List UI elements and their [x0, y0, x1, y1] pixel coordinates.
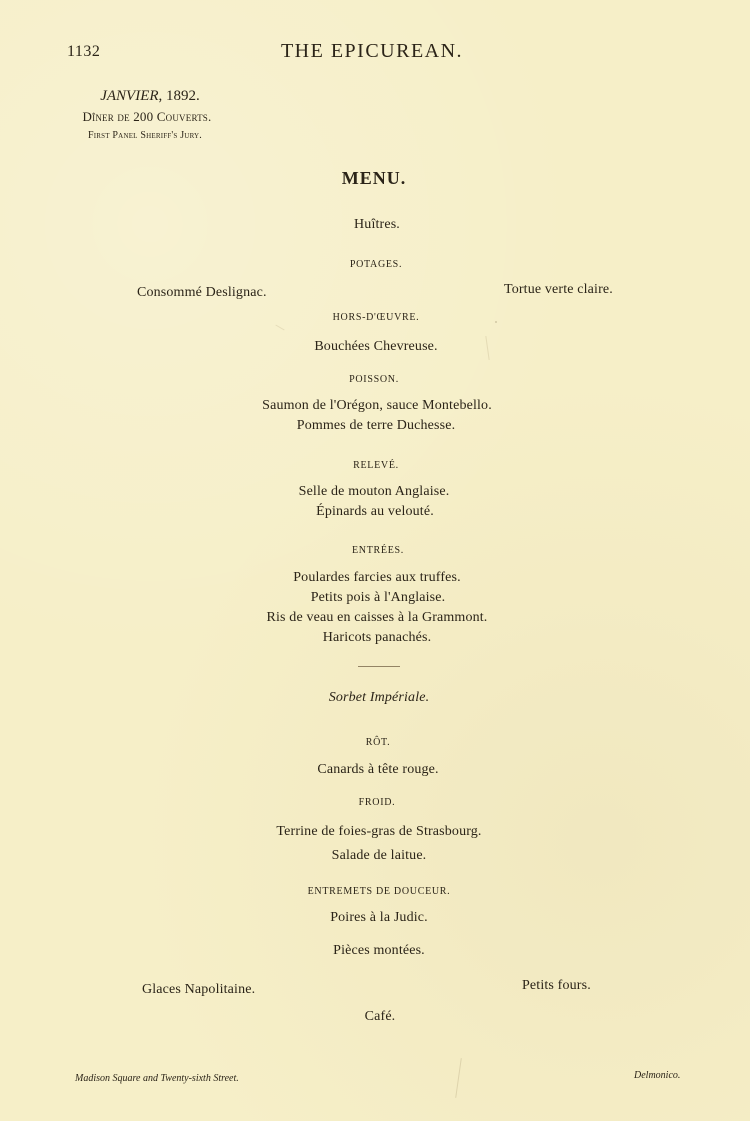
menu-divider — [358, 666, 400, 667]
event-subtitle: Dîner de 200 Couverts. — [82, 109, 212, 124]
section-hors-d-oeuvre: HORS-D'ŒUVRE. — [332, 312, 420, 323]
section-releve: RELEVÉ. — [353, 460, 399, 471]
dish-salade: Salade de laitue. — [331, 848, 427, 863]
dish-glaces: Glaces Napolitaine. — [142, 982, 256, 997]
publication-title: THE EPICUREAN. — [280, 40, 464, 62]
page-number: 1132 — [67, 43, 101, 60]
dish-bouchees: Bouchées Chevreuse. — [314, 339, 438, 354]
event-date — [100, 88, 200, 105]
section-poisson: POISSON. — [349, 374, 399, 385]
section-rot: RÔT. — [365, 737, 391, 748]
section-potages: POTAGES. — [349, 259, 403, 270]
dish-petits-fours: Petits fours. — [522, 978, 591, 993]
dish-epinards: Épinards au velouté. — [316, 504, 434, 519]
paper-mark — [495, 321, 497, 323]
event-year: , 1892. — [158, 88, 200, 104]
dish-sorbet: Sorbet Impériale. — [328, 690, 430, 705]
paper-mark — [275, 325, 284, 331]
dish-haricots: Haricots panachés. — [322, 630, 432, 645]
dish-canards: Canards à tête rouge. — [317, 762, 439, 777]
dish-pommes-de-terre: Pommes de terre Duchesse. — [296, 418, 456, 433]
dish-petits-pois: Petits pois à l'Anglaise. — [310, 590, 446, 605]
footer-address: Madison Square and Twenty-sixth Street. — [75, 1073, 239, 1084]
footer-restaurant: Delmonico. — [634, 1070, 681, 1081]
event-host: First Panel Sheriff's Jury. — [87, 130, 203, 141]
dish-consomme: Consommé Deslignac. — [137, 285, 267, 300]
dish-tortue: Tortue verte claire. — [504, 282, 613, 297]
dish-saumon: Saumon de l'Orégon, sauce Montebello. — [262, 398, 492, 413]
dish-poulardes: Poulardes farcies aux truffes. — [293, 570, 461, 585]
dish-huitres: Huîtres. — [354, 217, 400, 232]
dish-ris-de-veau: Ris de veau en caisses à la Grammont. — [266, 610, 488, 625]
section-froid: FROID. — [358, 797, 396, 808]
dish-terrine: Terrine de foies-gras de Strasbourg. — [276, 824, 482, 839]
menu-title: MENU. — [341, 168, 407, 188]
dish-poires: Poires à la Judic. — [330, 910, 428, 925]
dish-pieces-montees: Pièces montées. — [333, 943, 425, 958]
paper-mark — [485, 336, 489, 360]
dish-cafe: Café. — [364, 1009, 396, 1024]
dish-selle-de-mouton: Selle de mouton Anglaise. — [298, 484, 450, 499]
event-month: JANVIER — [100, 88, 159, 104]
section-entremets: ENTREMETS DE DOUCEUR. — [307, 886, 451, 897]
section-entrees: ENTRÉES. — [352, 545, 404, 556]
paper-mark — [455, 1058, 462, 1098]
